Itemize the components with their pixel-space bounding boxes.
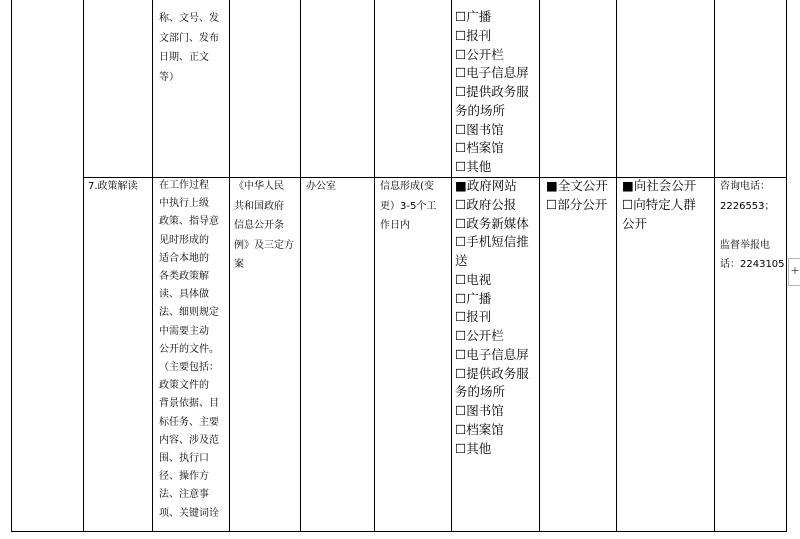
content-cell bbox=[159, 177, 219, 523]
text-line bbox=[720, 216, 785, 236]
channel-option: ☐政务新媒体 bbox=[455, 215, 529, 231]
channel-option: ☐公开栏 bbox=[455, 328, 504, 343]
text-line: 见时形成的 bbox=[159, 234, 209, 246]
text-line: 信息形成(变 bbox=[380, 181, 434, 192]
text-line: 共和国政府 bbox=[234, 200, 284, 212]
add-row-handle[interactable]: + bbox=[788, 258, 800, 286]
channel-option: ☐广播 bbox=[455, 9, 492, 24]
text-line: 例》及三定方 bbox=[234, 239, 294, 251]
column-divider bbox=[83, 0, 84, 532]
channel-option: ☐提供政务服 bbox=[455, 84, 529, 99]
text-line: 更）3-5个工 bbox=[380, 200, 437, 212]
channel-option: ☐其他 bbox=[455, 159, 492, 174]
text-line: 政策文件的 bbox=[159, 380, 209, 392]
text-line: 公开的文件。 bbox=[159, 343, 219, 355]
text-line: 政策、指导意 bbox=[159, 216, 219, 228]
channel-option: ☐图书馆 bbox=[455, 121, 504, 137]
channel-option: ☐公开栏 bbox=[455, 46, 504, 62]
text-line: 径、操作方 bbox=[159, 471, 209, 483]
top-row-channels-cell bbox=[455, 8, 529, 177]
subject-text: 办公室 bbox=[306, 181, 336, 192]
text-line: 法、细则规定 bbox=[159, 307, 219, 319]
text-line: 日期、正文 bbox=[159, 52, 209, 63]
channel-option: ☐档案馆 bbox=[455, 421, 504, 437]
text-line: 围、执行口 bbox=[159, 453, 209, 465]
text-line: 各类政策解 bbox=[159, 271, 209, 283]
table-border-right bbox=[786, 0, 787, 532]
text-line: 读、具体做 bbox=[159, 289, 209, 301]
text-line: 适合本地的 bbox=[159, 252, 209, 264]
column-divider bbox=[539, 0, 540, 532]
object-cell bbox=[622, 177, 696, 233]
text-line: 信息公开条 bbox=[234, 220, 284, 231]
text-line: 咨询电话： bbox=[720, 181, 770, 192]
text-line: 监督举报电 bbox=[720, 239, 770, 251]
channel-option: ☐广播 bbox=[455, 290, 492, 306]
text-line: 中执行上级 bbox=[159, 198, 209, 210]
table-border-bottom bbox=[11, 531, 787, 532]
text-line: 文部门、发布 bbox=[159, 32, 219, 44]
text-line: 称、文号、发 bbox=[159, 13, 219, 24]
text-line: 作日内 bbox=[380, 220, 410, 231]
text-line: （主要包括： bbox=[159, 362, 219, 374]
channel-option: ☐图书馆 bbox=[455, 403, 504, 418]
column-divider bbox=[451, 0, 452, 532]
channel-option: ☐政府公报 bbox=[455, 196, 517, 212]
object-option: ■向社会公开 bbox=[622, 178, 697, 193]
channel-option: 送 bbox=[455, 253, 468, 268]
column-divider bbox=[714, 0, 715, 532]
channel-option: ☐报刊 bbox=[455, 309, 492, 325]
subject-cell bbox=[306, 177, 336, 197]
text-line: 话：2243105 bbox=[720, 259, 785, 270]
channel-option: 务的场所 bbox=[455, 102, 506, 118]
column-divider bbox=[152, 0, 153, 532]
channel-option: ■政府网站 bbox=[455, 178, 517, 193]
text-line: 案 bbox=[234, 259, 244, 270]
text-line: 背景依据、目 bbox=[159, 398, 219, 410]
column-divider bbox=[300, 0, 301, 532]
channel-option: ☐电视 bbox=[455, 271, 492, 287]
text-line: 内容、涉及范 bbox=[159, 434, 219, 446]
time-cell bbox=[380, 177, 436, 236]
scope-option: ■全文公开 bbox=[546, 178, 608, 193]
text-line: 项、关键词诠 bbox=[159, 507, 219, 519]
channels-cell bbox=[455, 177, 529, 458]
object-option: ☐向特定人群 bbox=[622, 196, 696, 212]
object-option: 公开 bbox=[622, 215, 648, 231]
text-line: 在工作过程 bbox=[159, 180, 209, 191]
text-line: 法、注意事 bbox=[159, 489, 209, 501]
channel-option: ☐电子信息屏 bbox=[455, 346, 529, 362]
channel-option: ☐其他 bbox=[455, 440, 492, 456]
text-line: 《中华人民 bbox=[234, 181, 284, 192]
text-line: 等） bbox=[159, 71, 179, 83]
text-line: 2226553； bbox=[720, 200, 775, 212]
column-divider bbox=[616, 0, 617, 532]
text-line: 标任务、主要 bbox=[159, 416, 219, 428]
scope-option: ☐部分公开 bbox=[546, 196, 608, 212]
scope-cell bbox=[546, 177, 608, 215]
text-line: 中需要主动 bbox=[159, 325, 209, 337]
column-divider bbox=[229, 0, 230, 532]
item-name: 7.政策解读 bbox=[88, 181, 138, 192]
top-row-content-cell bbox=[159, 9, 219, 87]
channel-option: ☐手机短信推 bbox=[455, 234, 529, 250]
basis-cell bbox=[234, 177, 294, 275]
channel-option: ☐提供政务服 bbox=[455, 365, 529, 381]
column-divider bbox=[374, 0, 375, 532]
table-border-left bbox=[11, 0, 12, 532]
channel-option: ☐报刊 bbox=[455, 27, 492, 43]
channel-option: 务的场所 bbox=[455, 384, 506, 400]
item-cell bbox=[88, 177, 138, 197]
contact-cell bbox=[720, 177, 785, 275]
channel-option: ☐档案馆 bbox=[455, 140, 504, 156]
channel-option: ☐电子信息屏 bbox=[455, 65, 529, 81]
